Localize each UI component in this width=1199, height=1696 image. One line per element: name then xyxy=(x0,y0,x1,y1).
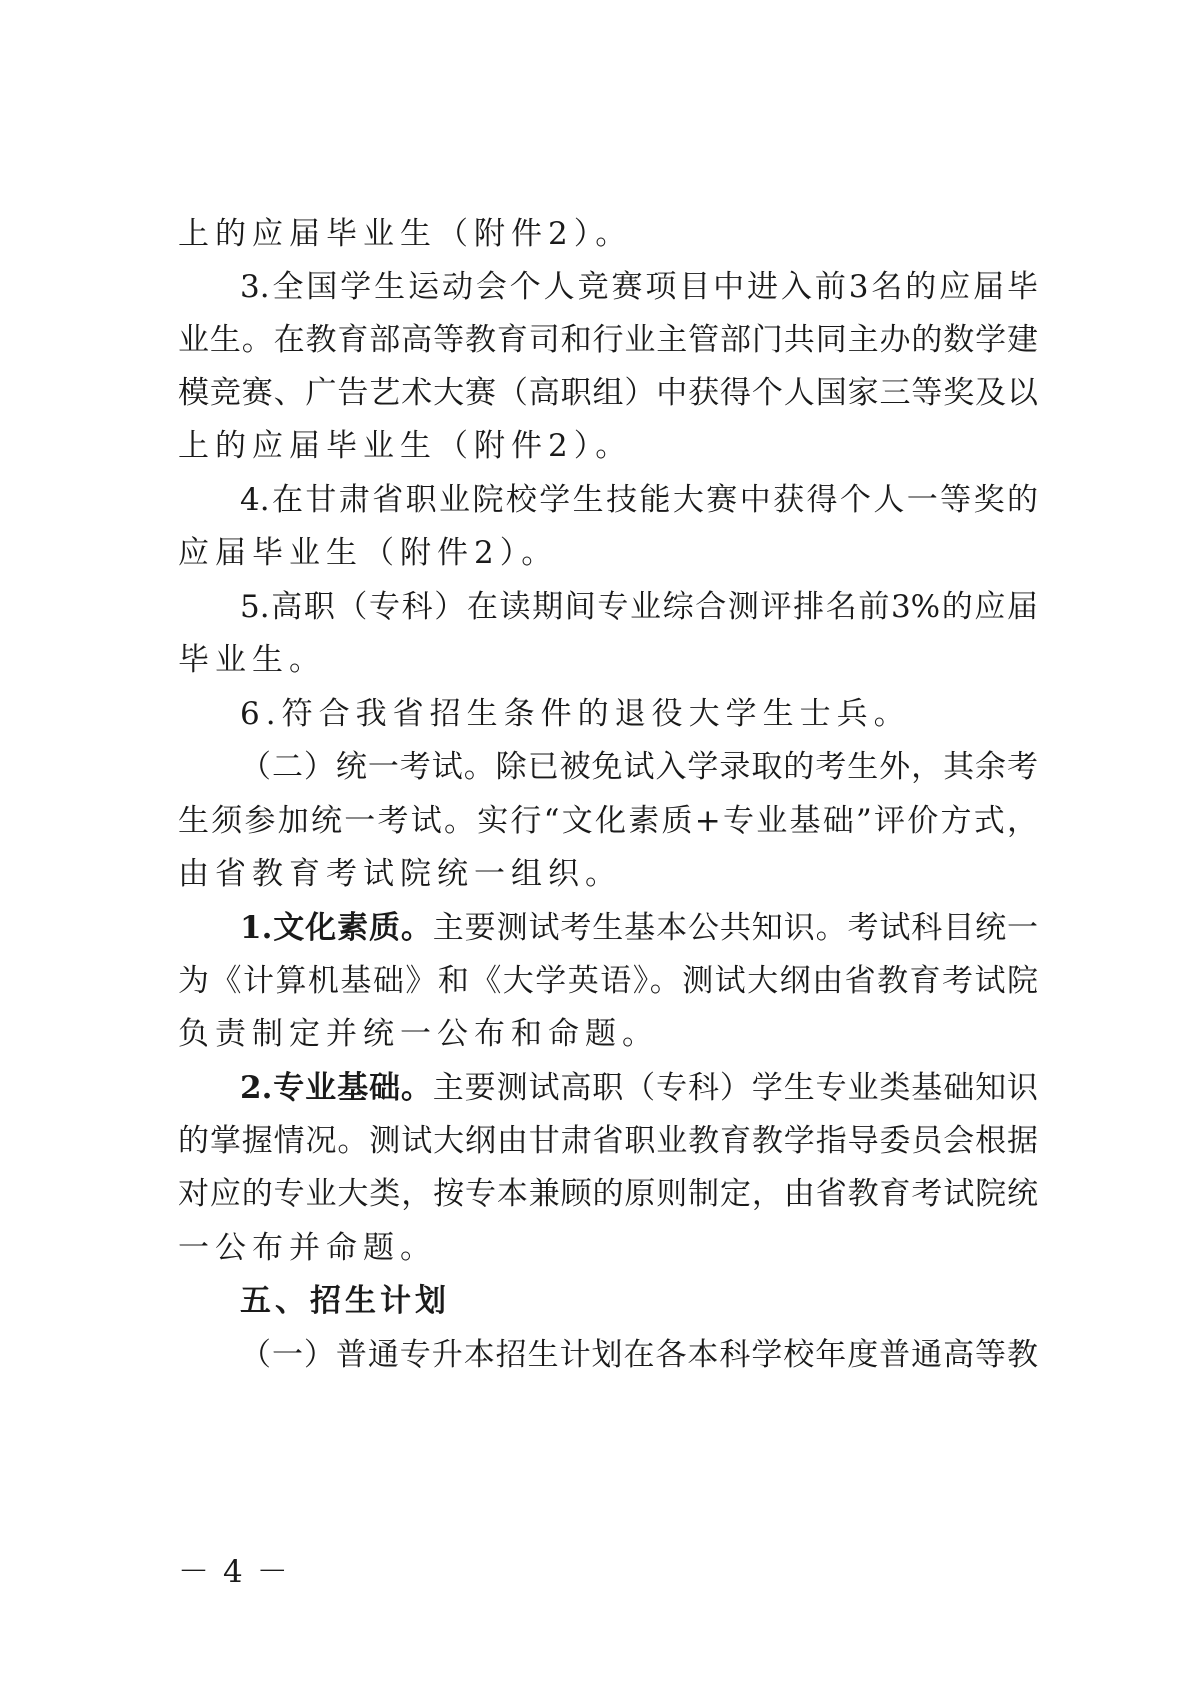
text-line: 的掌握情况。测试大纲由甘肃省职业教育教学指导委员会根据 xyxy=(178,1123,1038,1159)
text-line: 5.高职（专科）在读期间专业综合测评排名前3%的应届 xyxy=(240,589,1038,625)
text-line: （二）统一考试。除已被免试入学录取的考生外，其余考 xyxy=(240,749,1038,785)
text-line: 上的应届毕业生（附件2）。 xyxy=(178,428,633,464)
section-heading: 五、招生计划 xyxy=(240,1283,450,1319)
text-run: 主要测试考生基本公共知识。考试科目统一 xyxy=(432,910,1038,946)
section-label: 1.文化素质。 xyxy=(240,910,433,946)
text-line: 生须参加统一考试。实行“文化素质+专业基础”评价方式， xyxy=(178,803,1038,839)
text-line: 3.全国学生运动会个人竞赛项目中进入前3名的应届毕 xyxy=(240,269,1038,305)
section-label: 2.专业基础。 xyxy=(240,1070,433,1106)
text-line xyxy=(240,1058,1038,1118)
text-line: 4.在甘肃省职业院校学生技能大赛中获得个人一等奖的 xyxy=(240,482,1038,518)
text-line: 毕业生。 xyxy=(178,642,326,678)
text-line: 为《计算机基础》和《大学英语》。测试大纲由省教育考试院 xyxy=(178,963,1038,999)
text-line: 上的应届毕业生（附件2）。 xyxy=(178,216,633,252)
text-line: 一公布并命题。 xyxy=(178,1230,437,1266)
text-line: （一）普通专升本招生计划在各本科学校年度普通高等教 xyxy=(240,1337,1038,1373)
text-line: 应届毕业生（附件2）。 xyxy=(178,535,559,571)
text-line: 业生。在教育部高等教育司和行业主管部门共同主办的数学建 xyxy=(178,322,1038,358)
text-line xyxy=(240,898,1038,958)
text-line: 模竞赛、广告艺术大赛（高职组）中获得个人国家三等奖及以 xyxy=(178,375,1038,411)
page-number: －4－ xyxy=(178,1554,302,1590)
text-line: 负责制定并统一公布和命题。 xyxy=(178,1016,659,1052)
text-line: 对应的专业大类，按专本兼顾的原则制定，由省教育考试院统 xyxy=(178,1176,1038,1212)
text-run: 主要测试高职（专科）学生专业类基础知识 xyxy=(432,1070,1038,1106)
text-line: 由省教育考试院统一组织。 xyxy=(178,856,622,892)
text-line: 6.符合我省招生条件的退役大学生士兵。 xyxy=(240,696,911,732)
